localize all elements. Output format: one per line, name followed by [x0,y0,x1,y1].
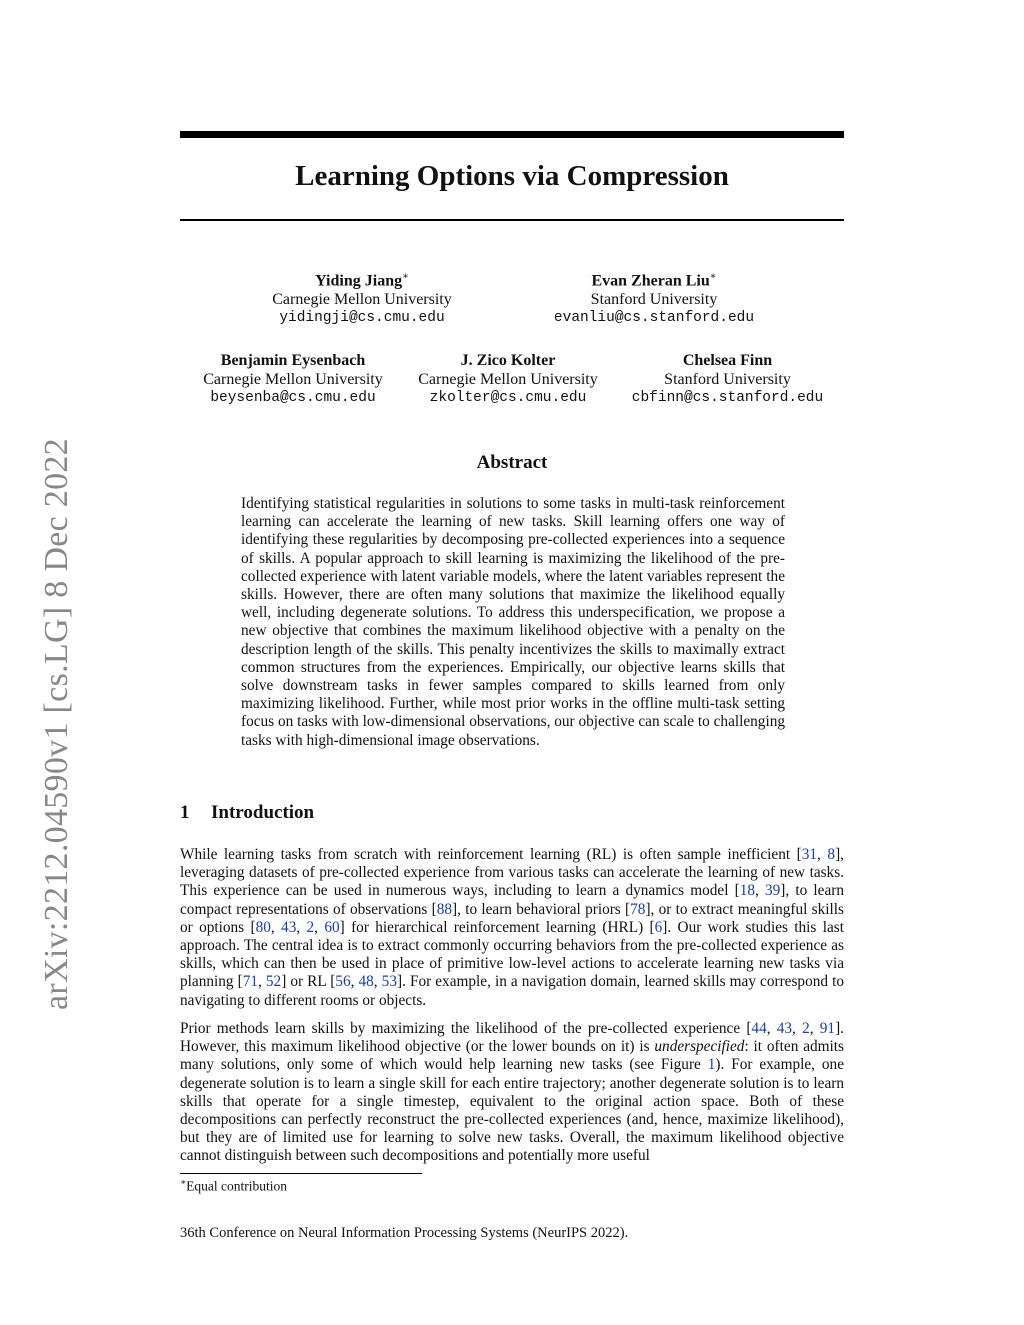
author-block [403,351,613,408]
citation-link[interactable]: 2 [802,1020,810,1037]
section-heading [180,802,314,824]
citation-link[interactable]: 60 [324,918,340,936]
paragraph-text: ], or to extract meaningful skills or options [ [180,900,844,936]
paragraph-text: , [809,1020,820,1037]
citation-link[interactable]: 53 [381,973,397,991]
paragraph-text: , [373,973,382,991]
author-block [620,351,835,408]
author-block [514,267,794,328]
paragraph-text: ], to learn compact representations of observations [ [180,882,844,918]
paragraph-text: , [350,973,359,991]
paragraph-text: , [270,918,282,936]
author-affiliation: Stanford University [590,291,718,309]
citation-link[interactable]: 88 [436,900,452,918]
author-affiliation: Carnegie Mellon University [272,291,452,309]
citation-link[interactable]: 31 [801,846,818,863]
footnote [180,1177,287,1195]
author-name: Chelsea Finn [682,352,773,369]
paragraph-text: ]. Our work studies this last approach. The central idea is to extract commonly occurring behaviors from the pre-collected experience as skills, which can then be used in place of primitive low-level actions to accelerate learning new tasks via planning [ [180,918,844,991]
abstract-text: Identifying statistical regularities in solutions to some tasks in multi-task reinforcement learning can accelerate the learning of new tasks. Skill learning offers one way of identifying these regularities by decomposing pre-collected experiences into a sequence of skills. A popular approach to skill learning is maximizing the likelihood of the pre-collected experience with latent variable models, where the latent variables represent the skills. However, there are often many solutions that maximize the likelihood equally well, including degenerate solutions. To address this underspecification, we propose a new objective that combines the maximum likelihood objective with a penalty on the description length of the skills. This penalty incentivizes the skills to maximally extract common structures from the experiences. Empirically, our objective learns skills that solve downstream tasks in fewer samples compared to skills learned from only maximizing likelihood. Further, while most prior works in the offline multi-task setting focus on tasks with low-dimensional observations, our objective can scale to challenging tasks with high-dimensional image observations. [241,495,785,749]
author-email[interactable]: evanliu@cs.stanford.edu [553,310,755,327]
citation-link[interactable]: 39 [765,882,781,900]
title-top-rule [180,131,844,138]
footnote-rule [180,1173,422,1174]
author-block [183,351,403,408]
paragraph-text: , [817,846,828,863]
author-email[interactable]: zkolter@cs.cmu.edu [429,390,587,406]
author-affiliation: Carnegie Mellon University [418,371,598,388]
arxiv-stamp: arXiv:2212.04590v1 [cs.LG] 8 Dec 2022 [38,438,75,1010]
paragraph-text: ]. However, this maximum likelihood objective (or the lower bounds on it) is [180,1020,844,1056]
intro-paragraph-2 [180,1020,844,1166]
paragraph-text: ). For example, one degenerate solution is to learn a single skill for each entire trajectory; another degenerate solution is to learn skills that operate for a single timestep, equivalent to the original action space. Both of these decompositions can perfectly reconstruct the pre-collected experiences (and, hence, maximize likelihood), but they are of limited use for learning to solve new tasks. Overall, the maximum likelihood objective cannot distinguish between such decompositions and potentially more useful [180,1056,844,1165]
paragraph-text: ], leveraging datasets of pre-collected experience from various tasks can accelerate the learning of new tasks. This experience can be used in numerous ways, including to learn a dynamics model [ [180,846,844,900]
author-name: Evan Zheran Liu [591,272,710,290]
paragraph-text: : it often admits many solutions, only some of which would help learning new tasks (see Figure [180,1038,844,1074]
paragraph-text: ] or RL [ [281,973,336,991]
author-name: Benjamin Eysenbach [220,352,366,369]
citation-link[interactable]: 1 [707,1056,716,1074]
author-email[interactable]: cbfinn@cs.stanford.edu [631,390,824,406]
citation-link[interactable]: 56 [335,973,351,991]
author-name: J. Zico Kolter [460,352,556,369]
author-email[interactable]: beysenba@cs.cmu.edu [210,390,376,406]
footnote-mark: ∗ [180,1177,187,1187]
intro-paragraph-1 [180,846,844,1010]
emphasis-text: underspecified [654,1038,745,1056]
citation-link[interactable]: 78 [630,900,646,918]
citation-link[interactable]: 43 [776,1020,793,1037]
paragraph-text: ], to learn behavioral priors [ [452,900,631,918]
paragraph-text: ]. For example, in a navigation domain, learned skills may correspond to navigating to different rooms or objects. [180,973,844,1009]
citation-link[interactable]: 2 [306,918,315,936]
citation-link[interactable]: 52 [265,973,282,991]
citation-link[interactable]: 48 [358,973,374,991]
paragraph-text: , [258,973,266,991]
paragraph-text: , [314,918,325,936]
citation-link[interactable]: 6 [654,918,663,936]
paragraph-text: , [792,1020,803,1037]
citation-link[interactable]: 80 [255,918,271,936]
venue-footer: 36th Conference on Neural Information Processing Systems (NeurIPS 2022). [180,1225,629,1241]
author-email[interactable]: yidingji@cs.cmu.edu [279,310,445,327]
equal-contribution-mark: ∗ [402,271,409,282]
author-affiliation: Stanford University [664,371,791,388]
abstract-heading: Abstract [476,452,548,473]
paragraph-text: , [296,918,307,936]
paragraph-text: While learning tasks from scratch with reinforcement learning (RL) is often sample inefficient [ [180,846,802,863]
title-bottom-rule [180,219,844,221]
citation-link[interactable]: 43 [281,918,297,936]
equal-contribution-mark: ∗ [709,271,717,282]
section-title: Introduction [211,802,315,823]
author-name: Yiding Jiang [315,272,403,290]
citation-link[interactable]: 44 [751,1020,767,1037]
paragraph-text: , [755,882,765,900]
author-block [232,267,492,328]
citation-link[interactable]: 8 [827,846,836,863]
citation-link[interactable]: 91 [819,1020,836,1037]
paper-title: Learning Options via Compression [295,160,729,192]
citation-link[interactable]: 18 [739,882,756,900]
section-number: 1 [180,802,190,823]
paragraph-text: ] for hierarchical reinforcement learning (HRL) [ [339,918,655,936]
author-affiliation: Carnegie Mellon University [203,371,383,388]
paragraph-text: Prior methods learn skills by maximizing the likelihood of the pre-collected experience [ [180,1020,752,1037]
citation-link[interactable]: 71 [242,973,258,991]
paragraph-text: , [766,1020,777,1037]
footnote-text: Equal contribution [186,1178,287,1194]
